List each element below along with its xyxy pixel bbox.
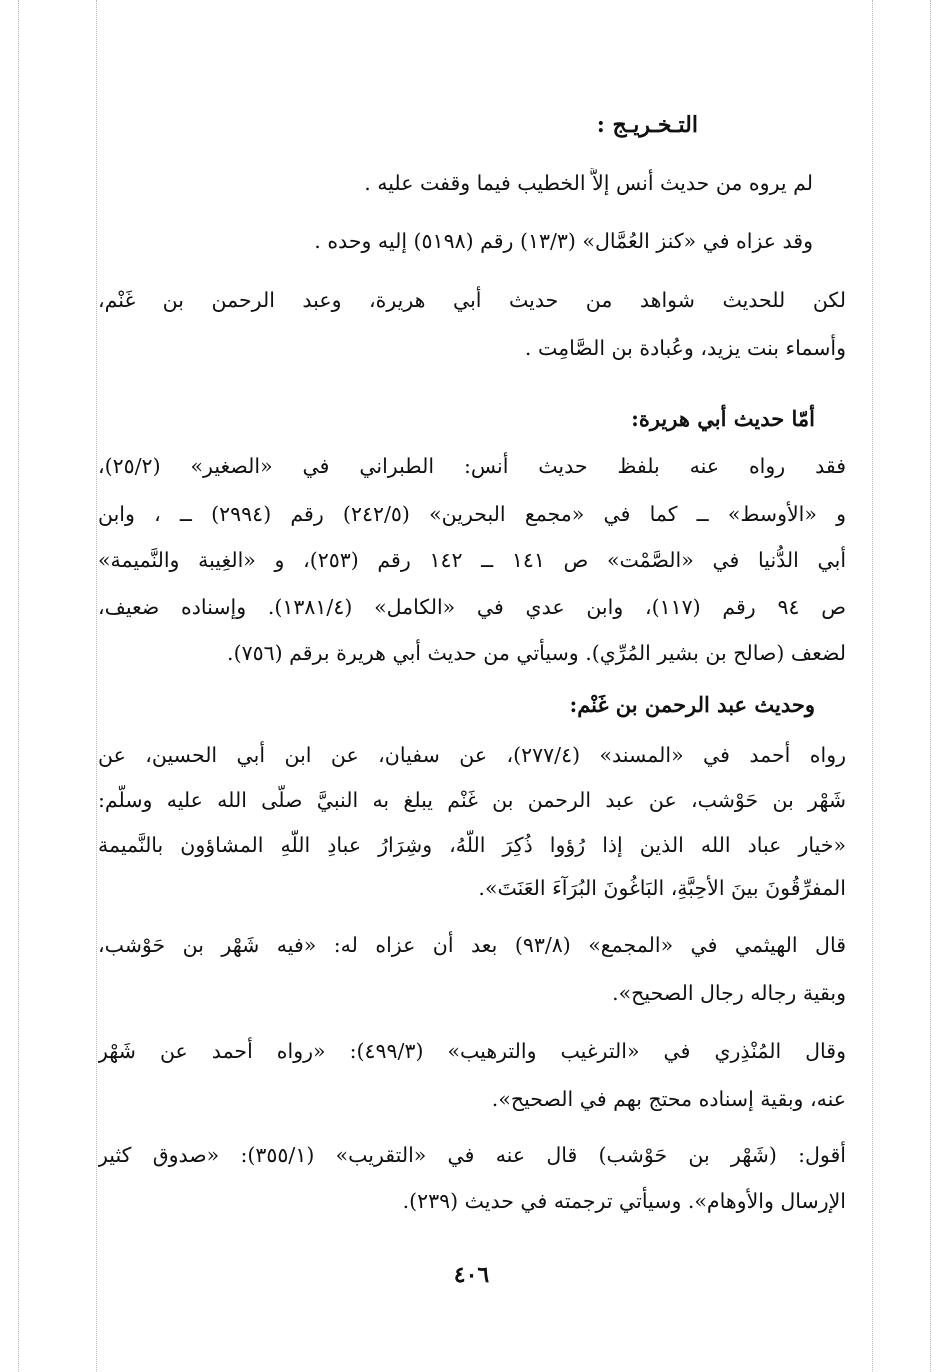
margin-dots-inner-left bbox=[96, 0, 97, 1372]
subheading-abu-hurayra: أمّا حديث أبي هريرة: bbox=[631, 406, 815, 431]
text-line-12: رواه أحمد في «المسند» (٢٧٧/٤)، عن سفيان، عن ابن أبي الحسين، عن bbox=[98, 743, 846, 767]
subheading-abd-al-rahman: وحديث عبد الرحمن بن غَنْم: bbox=[569, 692, 815, 717]
page-number: ٤٠٦ bbox=[453, 1262, 490, 1288]
text-line-16: قال الهيثمي في «المجمع» (٩٣/٨) بعد أن عزاه له: «فيه شَهْر بن حَوْشب، bbox=[98, 933, 846, 957]
text-line-18: وقال المُنْذِري في «الترغيب والترهيب» (٤٩٩/٣): «رواه أحمد عن شَهْر bbox=[98, 1039, 846, 1063]
text-line-13: شَهْر بن حَوْشب، عن عبد الرحمن بن غَنْم يبلغ به النبيَّ صلَّى الله عليه وسلَّم: bbox=[98, 788, 846, 812]
text-line-4: وأسماء بنت يزيد، وعُبادة بن الصَّامِت . bbox=[524, 336, 846, 360]
text-line-2: وقد عزاه في «كنز العُمَّال» (١٣/٣) رقم (٥١٩٨) إليه وحده . bbox=[314, 229, 813, 253]
text-line-7: و «الأوسط» ــ كما في «مجمع البحرين» (٢٤٢/٥) رقم (٢٩٩٤) ــ ، وابن bbox=[98, 502, 846, 526]
margin-dots-right bbox=[930, 0, 931, 1372]
text-line-19: عنه، وبقية إسناده محتج بهم في الصحيح». bbox=[491, 1087, 846, 1111]
text-line-10: لضعف (صالح بن بشير المُرِّي). وسيأتي من حديث أبي هريرة برقم (٧٥٦). bbox=[227, 641, 846, 665]
text-line-3: لكن للحديث شواهد من حديث أبي هريرة، وعبد الرحمن بن غَنْم، bbox=[98, 288, 846, 312]
margin-dots-left bbox=[18, 0, 19, 1372]
section-heading: التـخـريـج : bbox=[596, 112, 698, 138]
text-line-9: ص ٩٤ رقم (١١٧)، وابن عدي في «الكامل» (١٣٨١/٤). وإسناده ضعيف، bbox=[98, 595, 846, 619]
text-line-20: أقول: (شَهْر بن حَوْشب) قال عنه في «التقريب» (٣٥٥/١): «صدوق كثير bbox=[98, 1143, 846, 1167]
text-line-17: وبقية رجاله رجال الصحيح». bbox=[612, 981, 846, 1005]
text-line-8: أبي الدُّنيا في «الصَّمْت» ص ١٤١ ــ ١٤٢ رقم (٢٥٣)، و «الغِيبة والنَّميمة» bbox=[98, 548, 846, 572]
text-line-14: «خيار عباد الله الذين إذا رُؤوا ذُكِرَ اللَّهُ، وشِرَارُ عبادِ اللَّهِ المشاؤون بالنَّميمة bbox=[98, 833, 846, 857]
text-line-1: لم يروه من حديث أنس إلاَّ الخطيب فيما وقفت عليه . bbox=[364, 171, 813, 195]
margin-dots-inner-right bbox=[872, 0, 873, 1372]
text-line-6: فقد رواه عنه بلفظ حديث أنس: الطبراني في «الصغير» (٢٥/٢)، bbox=[98, 454, 846, 478]
text-line-15: المفرِّقُونَ بينَ الأحِبَّةِ، البَاغُونَ البُرَآءَ العَنَتَ». bbox=[478, 876, 846, 900]
text-line-21: الإرسال والأوهام». وسيأتي ترجمته في حديث (٢٣٩). bbox=[402, 1189, 846, 1213]
